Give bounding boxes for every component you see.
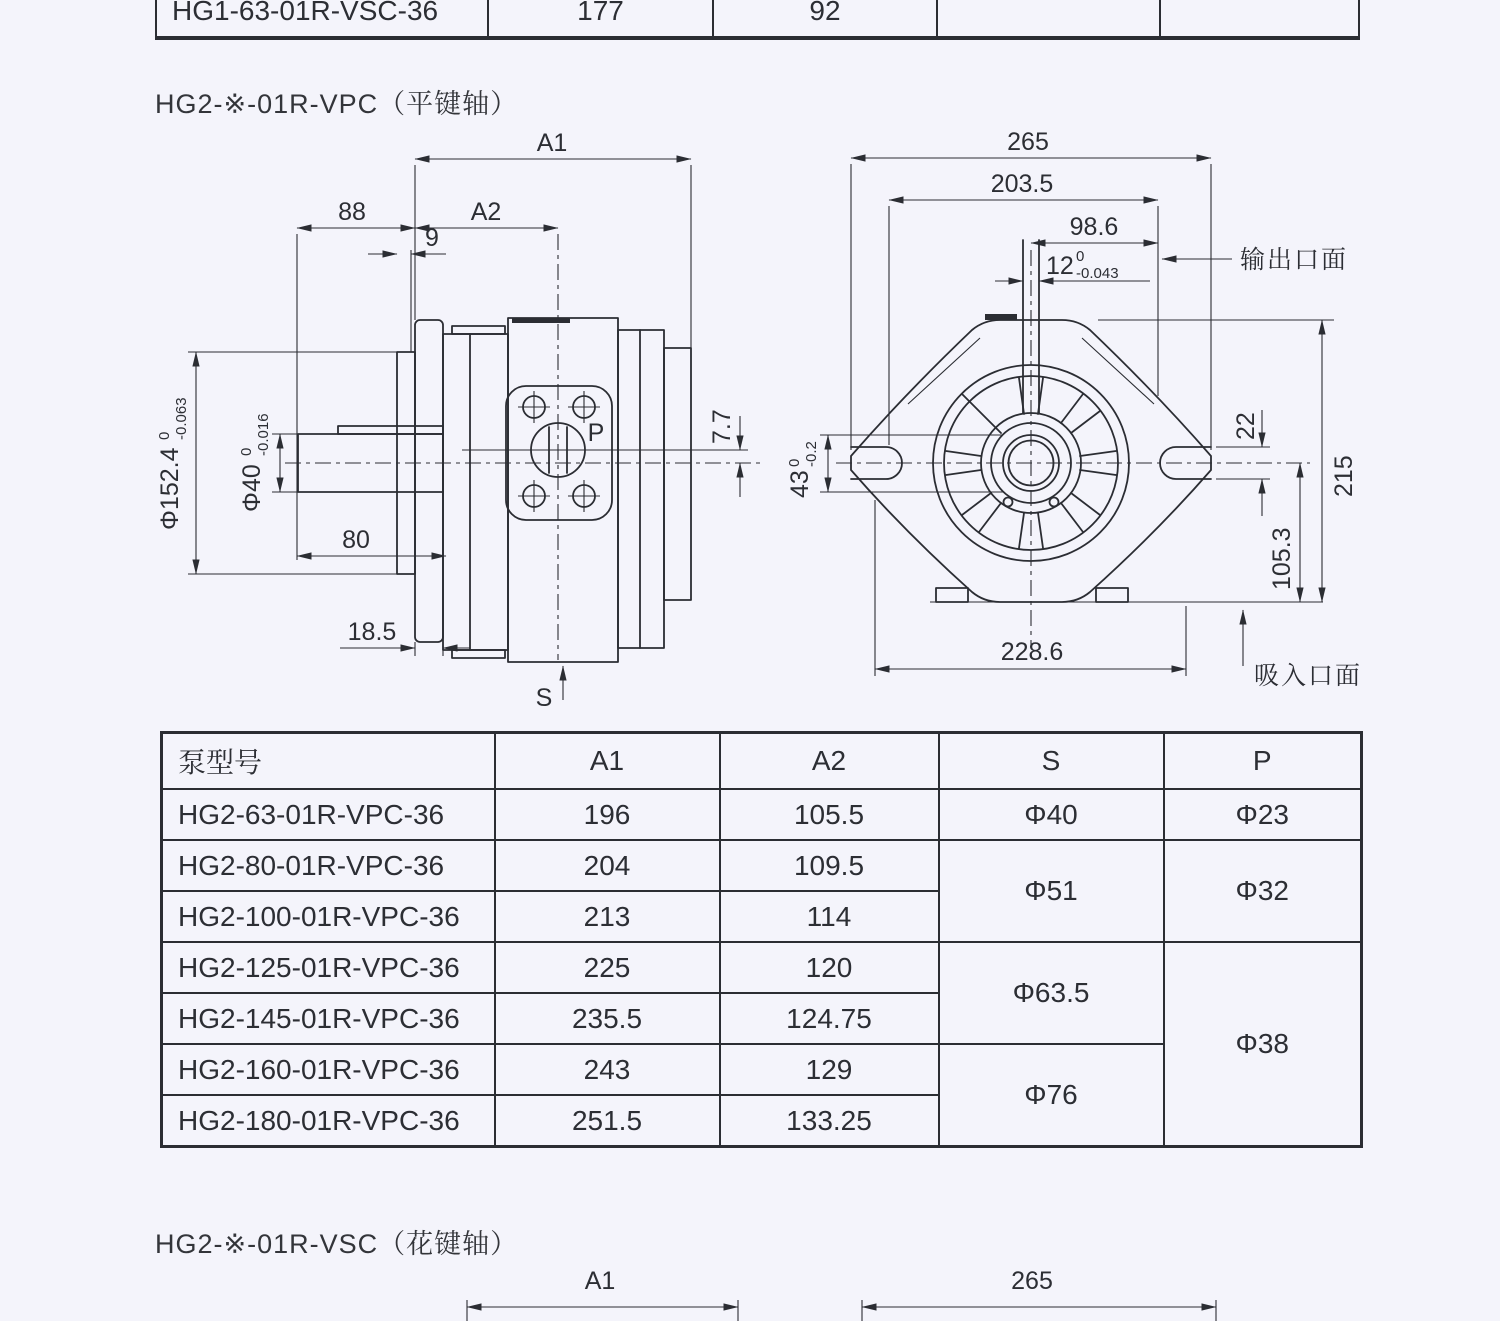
svg-text:0: 0 [238, 447, 255, 456]
a1-cell: 213 [495, 891, 720, 942]
dim-77-label [708, 409, 736, 444]
a2-cell: 120 [720, 942, 939, 993]
svg-text:0: 0 [156, 431, 173, 440]
svg-text:Φ40: Φ40 [238, 464, 266, 512]
a2-cell: 92 [713, 0, 937, 38]
pump-model-cell: HG2-63-01R-VPC-36 [162, 789, 495, 840]
dim-phi152-label [156, 397, 190, 530]
section-title-vpc: HG2-※-01R-VPC（平键轴） [155, 89, 519, 119]
a1-cell: 251.5 [495, 1095, 720, 1147]
dim-43-label [786, 441, 820, 498]
svg-text:7.7: 7.7 [708, 409, 736, 444]
vsc-drawing-partial [400, 1255, 1360, 1321]
a2-cell: 114 [720, 891, 939, 942]
table-row [162, 942, 1362, 993]
dim-12-sub: -0.043 [1076, 265, 1119, 282]
dim-1053-label [1268, 527, 1296, 590]
pump-model-cell: HG2-125-01R-VPC-36 [162, 942, 495, 993]
svg-text:Φ152.4: Φ152.4 [156, 447, 184, 530]
header-s: S [939, 733, 1164, 790]
a2-cell: 105.5 [720, 789, 939, 840]
dim-80-label: 80 [342, 526, 370, 554]
svg-text:22: 22 [1232, 412, 1260, 440]
a2-cell: 129 [720, 1044, 939, 1095]
dim-a1-label: A1 [536, 129, 568, 157]
header-p: P [1164, 733, 1362, 790]
table-row [162, 840, 1362, 891]
dim-88-label: 88 [338, 198, 366, 226]
p-cell: Φ23 [1164, 789, 1362, 840]
s-cell [937, 0, 1160, 38]
svg-text:215: 215 [1330, 455, 1358, 497]
a2-cell: 109.5 [720, 840, 939, 891]
port-p-label: P [587, 419, 605, 447]
dim-12-label: 12 [1046, 252, 1074, 280]
vpc-drawing [140, 130, 1400, 710]
table-row [156, 0, 1359, 38]
svg-text:-0.063: -0.063 [173, 397, 190, 440]
a1-cell: 243 [495, 1044, 720, 1095]
left-view-dimensions [156, 129, 740, 712]
header-model: 泵型号 [162, 733, 495, 790]
svg-text:105.3: 105.3 [1268, 527, 1296, 590]
a2-cell: 124.75 [720, 993, 939, 1044]
right-view-body [836, 240, 1323, 645]
right-view-dimensions [786, 128, 1362, 690]
p-cell-merged: Φ32 [1164, 840, 1362, 942]
s-cell-merged: Φ63.5 [939, 942, 1164, 1044]
dim-986-label: 98.6 [1069, 213, 1119, 241]
section-title-vsc: HG2-※-01R-VSC（花键轴） [155, 1229, 519, 1259]
svg-text:0: 0 [786, 458, 803, 467]
dim-215-label [1330, 455, 1358, 497]
port-s-label: S [535, 684, 553, 712]
svg-text:-0.2: -0.2 [803, 441, 820, 467]
dim-phi40-label [238, 413, 272, 512]
s-cell-merged: Φ76 [939, 1044, 1164, 1147]
a1-cell: 235.5 [495, 993, 720, 1044]
svg-text:43: 43 [786, 470, 814, 498]
dim-265-label-bottom: 265 [1011, 1267, 1053, 1295]
p-cell [1160, 0, 1359, 38]
top-table [155, 0, 1360, 40]
pump-model-cell: HG2-80-01R-VPC-36 [162, 840, 495, 891]
dim-22-label [1232, 412, 1260, 440]
p-cell-merged: Φ38 [1164, 942, 1362, 1147]
a1-cell: 204 [495, 840, 720, 891]
dim-12-sup: 0 [1076, 248, 1085, 265]
pump-model-cell: HG1-63-01R-VSC-36 [156, 0, 488, 38]
outlet-face-label: 输出口面 [1240, 246, 1349, 274]
dim-265-label: 265 [1007, 128, 1049, 156]
header-a2: A2 [720, 733, 939, 790]
dim-2286-label: 228.6 [1000, 638, 1064, 666]
svg-text:-0.016: -0.016 [255, 413, 272, 456]
dim-a1-label-bottom: A1 [584, 1267, 616, 1295]
a1-cell: 225 [495, 942, 720, 993]
pump-model-cell: HG2-145-01R-VPC-36 [162, 993, 495, 1044]
spec-table-wrap [160, 731, 1363, 1148]
dim-9-label: 9 [425, 224, 439, 252]
top-table-partial [155, 0, 1360, 40]
dim-2035-label: 203.5 [990, 170, 1054, 198]
header-a1: A1 [495, 733, 720, 790]
dim-a2-label: A2 [470, 198, 502, 226]
table-header-row [162, 733, 1362, 790]
dim-185-label: 18.5 [347, 618, 397, 646]
spec-table [160, 731, 1363, 1148]
s-cell-merged: Φ51 [939, 840, 1164, 942]
a2-cell: 133.25 [720, 1095, 939, 1147]
inlet-face-label: 吸入口面 [1254, 662, 1363, 690]
pump-model-cell: HG2-160-01R-VPC-36 [162, 1044, 495, 1095]
s-cell: Φ40 [939, 789, 1164, 840]
table-row [162, 789, 1362, 840]
pump-model-cell: HG2-100-01R-VPC-36 [162, 891, 495, 942]
a1-cell: 196 [495, 789, 720, 840]
a1-cell: 177 [488, 0, 713, 38]
pump-model-cell: HG2-180-01R-VPC-36 [162, 1095, 495, 1147]
